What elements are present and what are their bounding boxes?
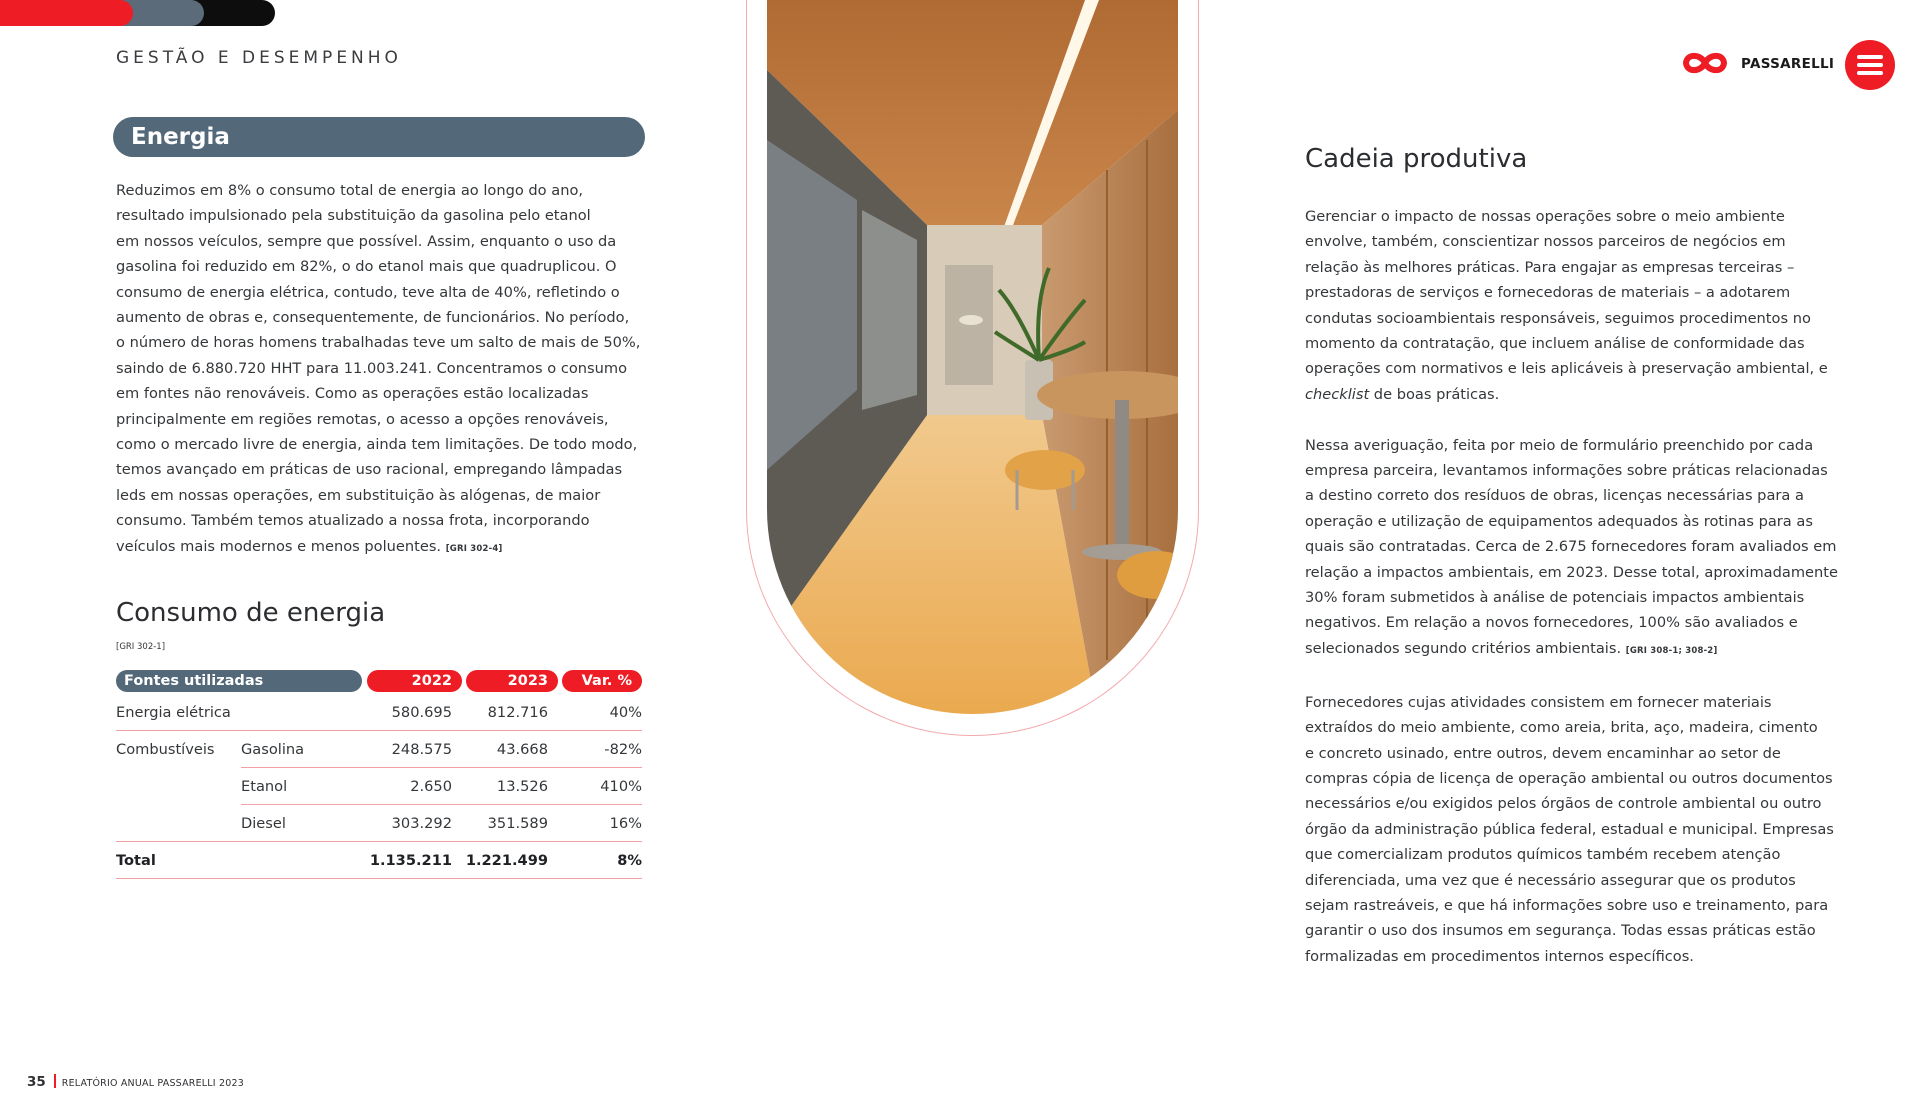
checklist-italic: checklist (1305, 385, 1370, 403)
top-bar-red-segment (0, 0, 133, 26)
cadeia-line: relação às melhores práticas. Para engajar as empresas terceiras – (1305, 258, 1795, 276)
energia-line: em nossos veículos, sempre que possível. Assim, enquanto o uso da (116, 232, 617, 250)
energia-line: consumo de energia elétrica, contudo, teve alta de 40%, refletindo o (116, 283, 620, 301)
cadeia-line-end: de boas práticas. (1369, 385, 1500, 403)
cell-variation: -82% (604, 741, 642, 758)
energia-line: consumo. Também temos atualizado a nossa frota, incorporando (116, 512, 590, 530)
cadeia-line: formalizadas em procedimentos internos específicos. (1305, 947, 1694, 965)
cadeia-line: garantir o uso dos insumos em segurança. Todas essas práticas estão (1305, 922, 1816, 940)
cadeia-line (1305, 636, 1845, 664)
energia-line: saindo de 6.880.720 HHT para 11.003.241. Concentramos o consumo (116, 359, 628, 377)
energia-line: leds em nossas operações, em substituição às alógenas, de maior (116, 486, 601, 504)
table-row (116, 768, 642, 805)
row-sub-label: Gasolina (241, 741, 305, 758)
section-label: GESTÃO E DESEMPENHO (116, 48, 402, 68)
energia-body (116, 178, 641, 562)
row-sub-label: Etanol (241, 778, 288, 795)
cadeia-title: Cadeia produtiva (1305, 144, 1528, 174)
cadeia-line: órgão da administração pública federal, estadual e municipal. Empresas (1305, 820, 1834, 838)
cadeia-line: envolve, também, conscientizar nossos parceiros de negócios em (1305, 233, 1786, 251)
cell-variation: 16% (609, 815, 642, 832)
energy-consumption-table (116, 670, 642, 869)
menu-bar (1857, 63, 1883, 67)
header-variation: Var. % (562, 670, 642, 692)
cadeia-line: Nessa averiguação, feita por meio de formulário preenchido por cada (1305, 436, 1814, 454)
energia-line: em fontes não renováveis. Como as operações estão localizadas (116, 385, 589, 403)
cadeia-line: operação e utilização de equipamentos adequados às rotinas para as (1305, 512, 1813, 530)
cadeia-paragraph-3 (1305, 690, 1845, 969)
cell-variation: 40% (609, 704, 642, 721)
cadeia-line (1305, 382, 1845, 407)
report-name: RELATÓRIO ANUAL PASSARELLI 2023 (61, 1078, 244, 1089)
cadeia-line: negativos. Em relação a novos fornecedores, 100% são avaliados e (1305, 614, 1798, 632)
menu-bar (1857, 55, 1883, 59)
page-number: 35 (27, 1074, 46, 1090)
energia-line: gasolina foi reduzido em 82%, o do etanol mais que quadruplicou. O (116, 258, 617, 276)
table-row (116, 805, 642, 842)
cadeia-line: a destino correto dos resíduos de obras, licenças necessárias para a (1305, 487, 1804, 505)
cadeia-line: prestadoras de serviços e fornecedoras de materiais – a adotarem (1305, 284, 1791, 302)
cadeia-line: Gerenciar o impacto de nossas operações sobre o meio ambiente (1305, 208, 1785, 225)
consumo-title: Consumo de energia (116, 598, 386, 628)
cadeia-paragraph-1 (1305, 204, 1845, 407)
total-2022: 1.135.211 (369, 852, 452, 869)
cadeia-line: diferenciada, uma vez que é necessário assegurar que os produtos (1305, 871, 1796, 889)
row-sub-label: Diesel (241, 815, 286, 832)
cadeia-body (1305, 204, 1845, 995)
cadeia-line: condutas socioambientais responsáveis, seguimos procedimentos no (1305, 309, 1811, 327)
energia-line: como o mercado livre de energia, ainda tem limitações. De todo modo, (116, 436, 638, 454)
cell-2023: 812.716 (487, 704, 548, 721)
cell-variation: 410% (600, 778, 642, 795)
cadeia-line: necessários e/ou exigidos pelos órgãos de controle ambiental ou outro (1305, 795, 1822, 813)
consumo-gri-tag: [GRI 302-1] (116, 642, 166, 652)
cadeia-line: relação a impactos ambientais, em 2023. Desse total, aproximadamente (1305, 563, 1838, 581)
energia-line: o número de horas homens trabalhadas teve um salto de mais de 50%, (116, 334, 641, 352)
table-header (116, 670, 642, 694)
cell-2022: 2.650 (410, 778, 452, 795)
cell-2022: 580.695 (391, 704, 452, 721)
brand-name: PASSARELLI (1741, 56, 1835, 72)
energia-line: temos avançado em práticas de uso racional, empregando lâmpadas (116, 461, 623, 479)
row-group-label: Combustíveis (116, 741, 215, 758)
gri-tag: [GRI 302-4] (445, 543, 503, 554)
menu-bar (1857, 71, 1883, 75)
row-divider (116, 878, 642, 879)
cadeia-line: Fornecedores cujas atividades consistem em fornecer materiais (1305, 693, 1772, 711)
table-row (116, 694, 642, 731)
cell-2023: 351.589 (487, 815, 548, 832)
gri-tag: [GRI 308-1; 308-2] (1625, 645, 1718, 656)
footer-separator (54, 1074, 56, 1088)
hamburger-menu-icon[interactable] (1845, 40, 1895, 90)
table-total-row (116, 842, 642, 879)
header-2023: 2023 (466, 670, 558, 692)
total-variation: 8% (617, 852, 642, 869)
cadeia-line: compras cópia de licença de operação ambiental ou outros documentos (1305, 769, 1833, 787)
energia-line: Reduzimos em 8% o consumo total de energia ao longo do ano, (116, 182, 584, 199)
cadeia-line-last: selecionados segundo critérios ambientais. (1305, 639, 1622, 657)
total-2023: 1.221.499 (465, 852, 548, 869)
cadeia-line: 30% foram submetidos à análise de potenciais impactos ambientais (1305, 589, 1805, 607)
cadeia-line: quais são contratadas. Cerca de 2.675 fornecedores foram avaliados em (1305, 538, 1837, 556)
cadeia-paragraph-2 (1305, 433, 1845, 665)
passarelli-infinity-logo-icon (1681, 48, 1729, 78)
corridor-photo-illustration (767, 0, 1178, 714)
header-2022: 2022 (367, 670, 462, 692)
header-sources: Fontes utilizadas (116, 670, 362, 692)
cadeia-line: que comercializam produtos químicos também recebem atenção (1305, 846, 1781, 864)
cell-2023: 43.668 (496, 741, 548, 758)
cadeia-line: momento da contratação, que incluem análise de conformidade das (1305, 335, 1805, 353)
cadeia-line: empresa parceira, levantamos informações sobre práticas relacionadas (1305, 462, 1828, 480)
page-footer (27, 1074, 244, 1090)
energia-line-last (116, 534, 641, 562)
cell-2022: 248.575 (391, 741, 452, 758)
energia-last-text: veículos mais modernos e menos poluentes. (116, 537, 442, 555)
energia-line: principalmente em regiões remotas, o acesso a opções renováveis, (116, 410, 609, 428)
corridor-photo (767, 0, 1178, 714)
energia-line: resultado impulsionado pela substituição da gasolina pelo etanol (116, 207, 591, 225)
cadeia-line: operações com normativos e leis aplicáveis à preservação ambiental, e (1305, 360, 1828, 378)
cadeia-line: e concreto usinado, entre outros, devem encaminhar ao setor de (1305, 744, 1781, 762)
energia-heading: Energia (113, 117, 645, 157)
cadeia-line: extraídos do meio ambiente, como areia, brita, aço, madeira, cimento (1305, 719, 1818, 737)
total-label: Total (116, 852, 156, 869)
cell-2023: 13.526 (496, 778, 548, 795)
cell-2022: 303.292 (391, 815, 452, 832)
energia-line: aumento de obras e, consequentemente, de funcionários. No período, (116, 309, 630, 327)
cadeia-line: sejam rastreáveis, e que há informações sobre uso e treinamento, para (1305, 896, 1829, 914)
row-group-label: Energia elétrica (116, 704, 231, 721)
table-row (116, 731, 642, 768)
